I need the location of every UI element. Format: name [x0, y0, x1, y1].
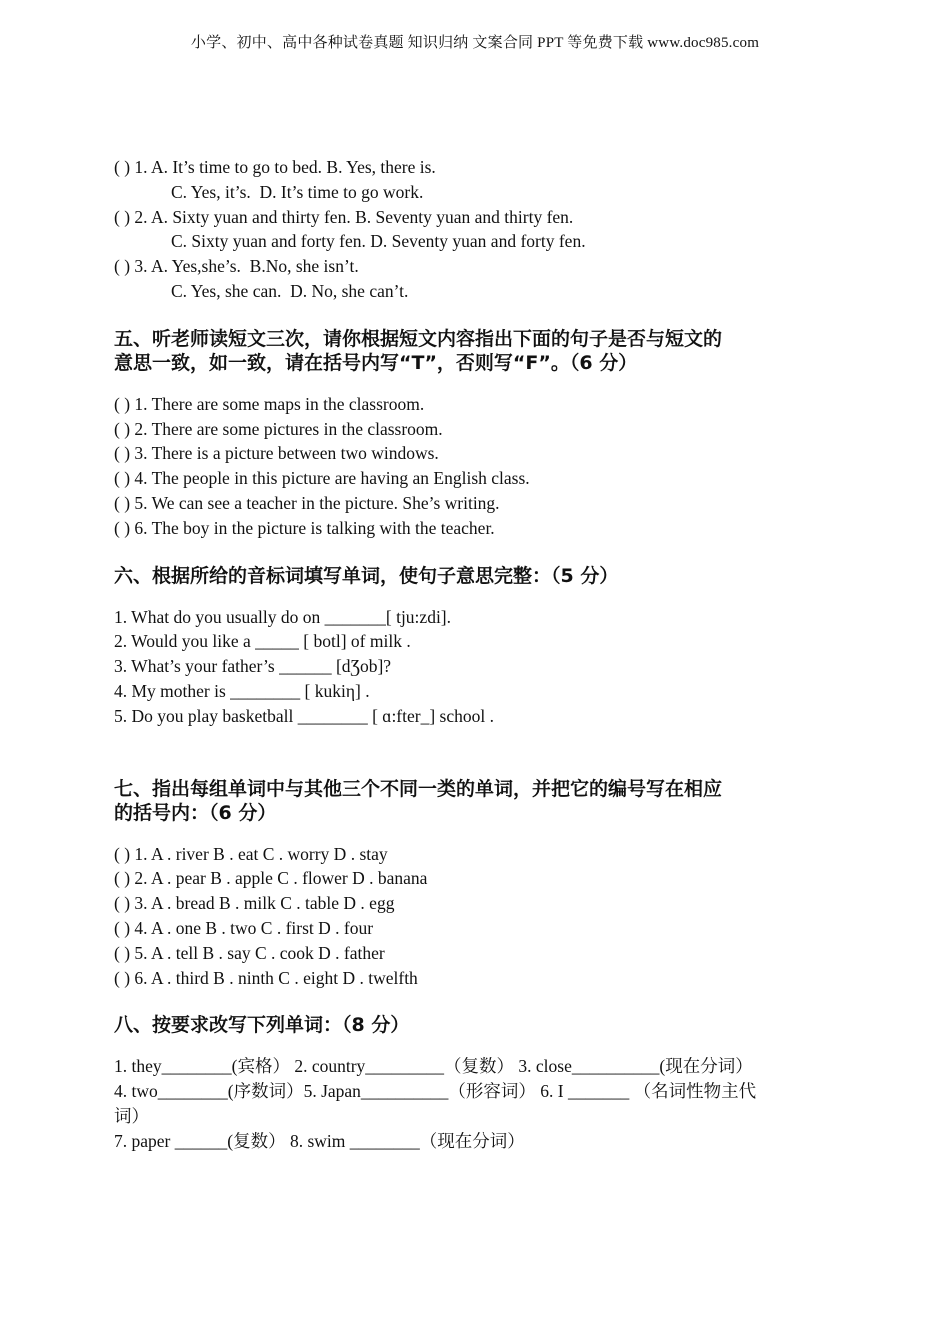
question-line: ( ) 6. The boy in the picture is talking with the teacher. [114, 517, 495, 538]
question-line: ( ) 2. There are some pictures in the classroom. [114, 418, 443, 439]
section-5 [114, 327, 844, 541]
question-line: C. Yes, it’s. D. It’s time to go work. [171, 181, 424, 202]
section-heading: 六、根据所给的音标词填写单词，使句子意思完整：（5 分） [114, 564, 619, 587]
question-line: 5. Do you play basketball ________ [ ɑ:fter_] school . [114, 705, 494, 726]
question-line: ( ) 2. A. Sixty yuan and thirty fen. B. Seventy yuan and thirty fen. [114, 206, 574, 227]
section-8 [114, 1013, 844, 1153]
question-line: 词） [114, 1105, 149, 1126]
section-heading: 意思一致，如一致，请在括号内写“T”，否则写“F”。（6 分） [114, 351, 638, 374]
question-line: 3. What’s your father’s ______ [dƷob]? [114, 656, 392, 677]
section-heading: 七、指出每组单词中与其他三个不同一类的单词，并把它的编号写在相应 [114, 777, 723, 800]
question-line: 1. What do you usually do on _______[ tju:zdi]. [114, 606, 452, 627]
question-line: ( ) 4. The people in this picture are having an English class. [114, 468, 530, 489]
question-line: ( ) 3. A. Yes,she’s. B.No, she isn’t. [114, 256, 359, 277]
page-header: 小学、初中、高中各种试卷真题 知识归纳 文案合同 PPT 等免费下载 www.doc985.com [190, 35, 760, 51]
section-heading: 的括号内：（6 分） [114, 801, 277, 824]
question-line: 4. My mother is ________ [ kukiη] . [114, 680, 370, 701]
question-line: ( ) 1. A. It’s time to go to bed. B. Yes, there is. [114, 157, 436, 177]
section-6 [114, 564, 844, 729]
question-line: 1. they________(宾格） 2. country_________（复数） 3. close__________(现在分词） [114, 1056, 753, 1077]
question-line: ( ) 1. A . river B . eat C . worry D . stay [114, 843, 388, 864]
section-7 [114, 777, 844, 991]
question-line: C. Sixty yuan and forty fen. D. Seventy yuan and forty fen. [171, 231, 586, 252]
question-line: ( ) 5. We can see a teacher in the picture. She’s writing. [114, 492, 500, 513]
question-line: ( ) 2. A . pear B . apple C . flower D . banana [114, 868, 428, 889]
question-line: ( ) 3. A . bread B . milk C . table D . egg [114, 893, 395, 914]
question-line: ( ) 6. A . third B . ninth C . eight D . twelfth [114, 967, 418, 988]
worksheet-body [114, 155, 844, 1154]
listening-answer-options [114, 155, 844, 304]
section-heading: 八、按要求改写下列单词：（8 分） [114, 1014, 410, 1037]
question-line: ( ) 3. There is a picture between two windows. [114, 443, 439, 464]
question-line: C. Yes, she can. D. No, she can’t. [171, 280, 409, 301]
question-line: ( ) 1. There are some maps in the classroom. [114, 393, 425, 414]
question-line: ( ) 4. A . one B . two C . first D . four [114, 917, 374, 938]
question-line: 4. two________(序数词）5. Japan__________（形容词） 6. I _______ （名词性物主代 [114, 1081, 757, 1102]
question-line: ( ) 5. A . tell B . say C . cook D . father [114, 942, 385, 963]
question-line: 2. Would you like a _____ [ botl] of milk . [114, 631, 411, 652]
section-heading: 五、听老师读短文三次，请你根据短文内容指出下面的句子是否与短文的 [114, 327, 723, 350]
question-line: 7. paper ______(复数） 8. swim ________（现在分词） [114, 1130, 525, 1151]
